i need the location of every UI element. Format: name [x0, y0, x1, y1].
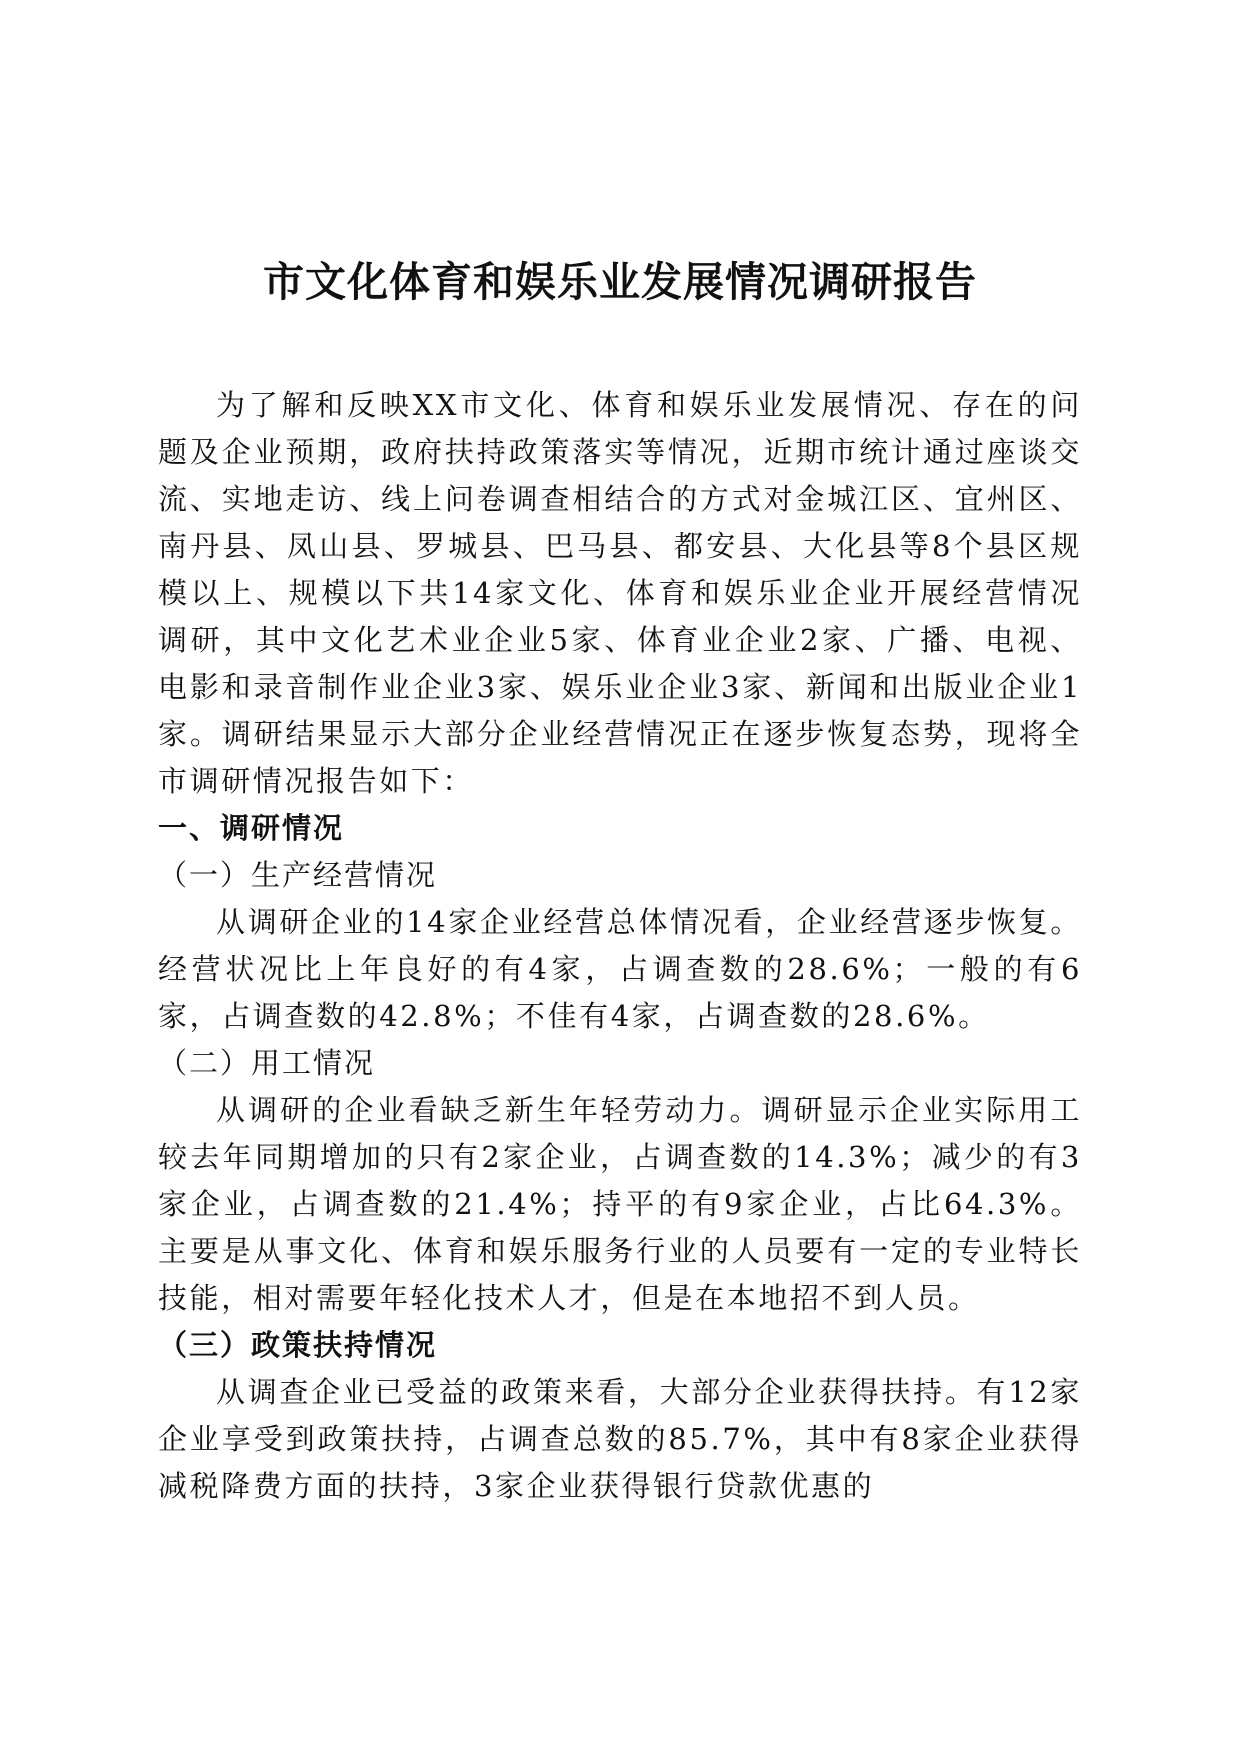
subsection-heading-employment: （二）用工情况: [158, 1046, 376, 1080]
subsection-heading-policy: （三）政策扶持情况: [158, 1328, 438, 1362]
document-title: 市文化体育和娱乐业发展情况调研报告: [263, 258, 977, 306]
intro-paragraph: 为了解和反映XX市文化、体育和娱乐业发展情况、存在的问题及企业预期，政府扶持政策落实等情况，近期市统计通过座谈交流、实地走访、线上问卷调查相结合的方式对金城江区、宜州区、南丹县、凤山县、罗城县、巴马县、都安县、大化县等8个县区规模以上、规模以下共14家文化、体育和娱乐业企业开展经营情况调研，其中文化艺术业企业5家、体育业企业2家、广播、电视、电影和录音制作业企业3家、娱乐业企业3家、新闻和出版业企业1家。调研结果显示大部分企业经营情况正在逐步恢复态势，现将全市调研情况报告如下：: [158, 388, 1082, 798]
employment-paragraph: 从调研的企业看缺乏新生年轻劳动力。调研显示企业实际用工较去年同期增加的只有2家企业，占调查数的14.3%；减少的有3家企业，占调查数的21.4%；持平的有9家企业，占比64.3%。主要是从事文化、体育和娱乐服务行业的人员要有一定的专业特长技能，相对需要年轻化技术人才，但是在本地招不到人员。: [158, 1093, 1082, 1315]
section-heading-survey: 一、调研情况: [158, 811, 345, 845]
policy-paragraph: 从调查企业已受益的政策来看，大部分企业获得扶持。有12家企业享受到政策扶持，占调查总数的85.7%，其中有8家企业获得减税降费方面的扶持，3家企业获得银行贷款优惠的: [158, 1375, 1082, 1503]
operations-paragraph: 从调研企业的14家企业经营总体情况看，企业经营逐步恢复。经营状况比上年良好的有4家，占调查数的28.6%；一般的有6家，占调查数的42.8%；不佳有4家，占调查数的28.6%。: [158, 905, 1082, 1033]
subsection-heading-operations: （一）生产经营情况: [158, 858, 438, 892]
document-body: [158, 382, 1082, 1510]
